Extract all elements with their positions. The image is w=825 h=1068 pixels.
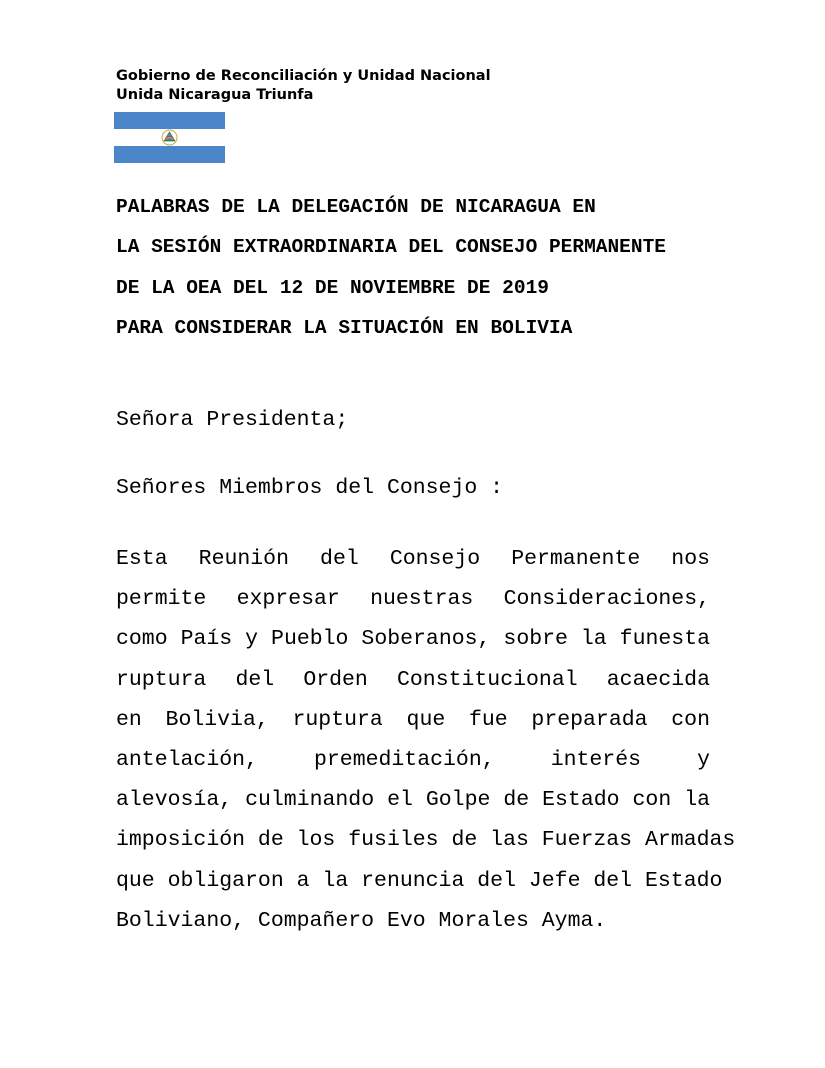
paragraph-line: como País y Pueblo Soberanos, sobre la funesta xyxy=(116,627,710,652)
paragraph-line: Esta Reunión del Consejo Permanente nos xyxy=(116,547,710,571)
paragraph-line: que obligaron a la renuncia del Jefe del Estado xyxy=(116,868,723,893)
title-line: LA SESIÓN EXTRAORDINARIA DEL CONSEJO PERMANENTE xyxy=(116,236,666,259)
paragraph-line: permite expresar nuestras Consideraciones, xyxy=(116,587,710,612)
document-header xyxy=(116,67,491,105)
salutation-council-members: Señores Miembros del Consejo : xyxy=(116,476,504,500)
paragraph-line: ruptura del Orden Constitucional acaecida xyxy=(116,667,710,692)
header-government-name: Gobierno de Reconciliación y Unidad Nacional xyxy=(116,68,491,84)
paragraph-line: alevosía, culminando el Golpe de Estado con la xyxy=(116,788,710,813)
body-paragraph xyxy=(116,539,736,941)
salutation-president: Señora Presidenta; xyxy=(116,408,349,432)
header-slogan: Unida Nicaragua Triunfa xyxy=(116,87,314,103)
paragraph-line: Boliviano, Compañero Evo Morales Ayma. xyxy=(116,908,607,933)
paragraph-line: imposición de los fusiles de las Fuerzas Armadas xyxy=(116,828,736,853)
title-line: PARA CONSIDERAR LA SITUACIÓN EN BOLIVIA xyxy=(116,316,573,339)
nicaragua-flag-icon xyxy=(114,112,225,163)
document-title xyxy=(116,187,666,348)
flag-stripe-bottom xyxy=(114,146,225,163)
title-line: PALABRAS DE LA DELEGACIÓN DE NICARAGUA EN xyxy=(116,196,596,218)
title-line: DE LA OEA DEL 12 DE NOVIEMBRE DE 2019 xyxy=(116,276,549,299)
flag-stripe-top xyxy=(114,112,225,129)
paragraph-line: antelación, premeditación, interés y xyxy=(116,748,710,773)
paragraph-line: en Bolivia, ruptura que fue preparada con xyxy=(116,707,710,732)
